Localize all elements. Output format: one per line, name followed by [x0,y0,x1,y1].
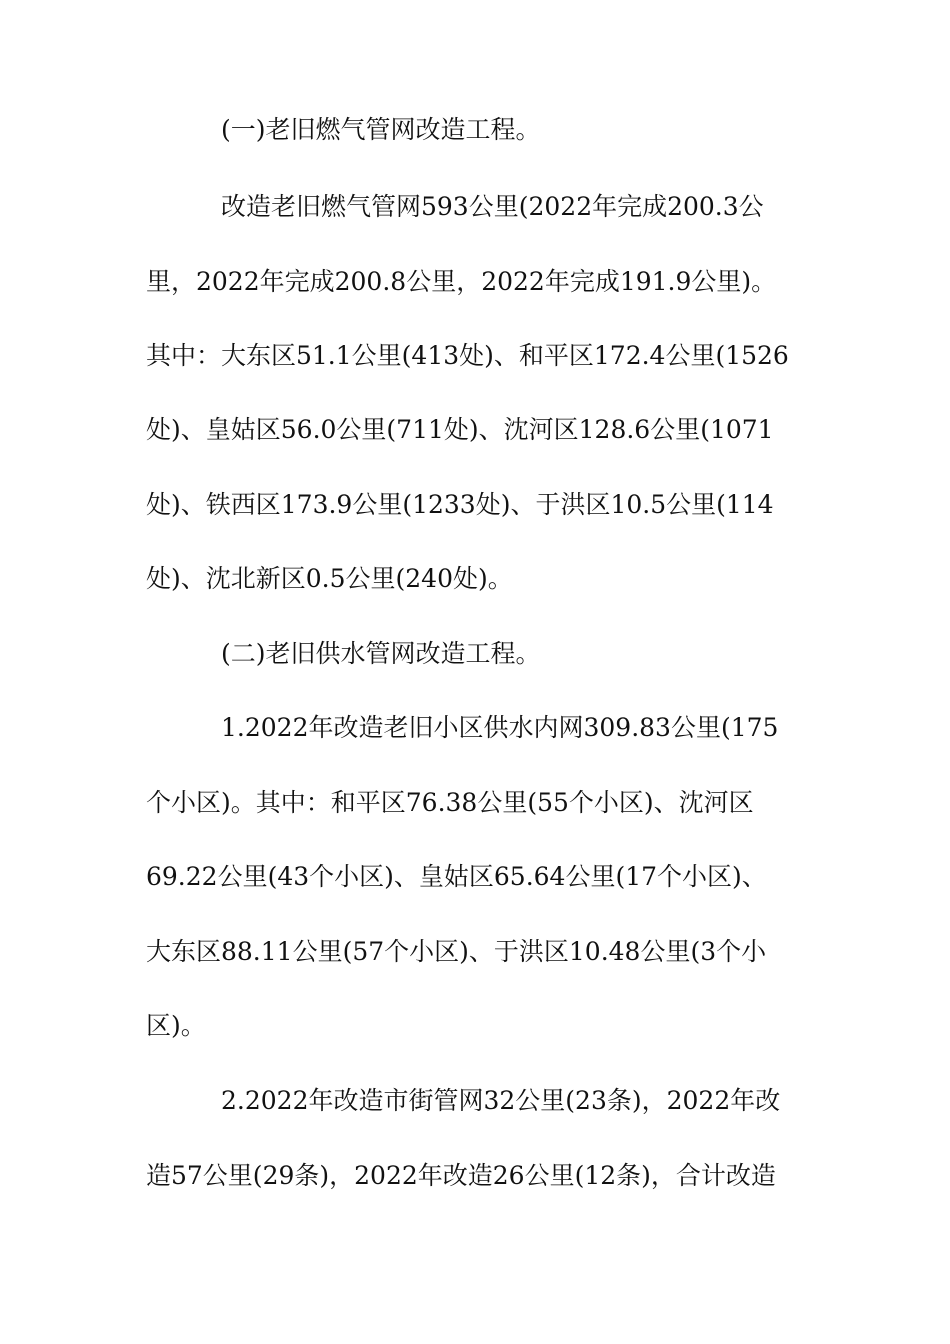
paragraph-line: 处)、沈北新区0.5公里(240处)。 [146,564,513,593]
section-heading-water: (二)老旧供水管网改造工程。 [221,639,541,668]
paragraph-line: 改造老旧燃气管网593公里(2022年完成200.3公 [221,192,764,221]
paragraph-line: 其中：大东区51.1公里(413处)、和平区172.4公里(1526 [146,341,789,370]
paragraph-line: 里，2022年完成200.8公里，2022年完成191.9公里)。 [146,267,777,296]
paragraph-line: 69.22公里(43个小区)、皇姑区65.64公里(17个小区)、 [146,862,767,891]
paragraph-line: 个小区)。其中：和平区76.38公里(55个小区)、沈河区 [146,788,754,817]
paragraph-line: 处)、皇姑区56.0公里(711处)、沈河区128.6公里(1071 [146,415,774,444]
paragraph-line: 2.2022年改造市街管网32公里(23条)，2022年改 [221,1086,781,1115]
section-heading-gas: (一)老旧燃气管网改造工程。 [221,115,541,144]
paragraph-line: 1.2022年改造老旧小区供水内网309.83公里(175 [221,713,779,742]
paragraph-line: 处)、铁西区173.9公里(1233处)、于洪区10.5公里(114 [146,490,774,519]
paragraph-line: 造57公里(29条)，2022年改造26公里(12条)，合计改造 [146,1161,776,1190]
paragraph-line: 大东区88.11公里(57个小区)、于洪区10.48公里(3个小 [146,937,767,966]
paragraph-line: 区)。 [146,1011,206,1040]
